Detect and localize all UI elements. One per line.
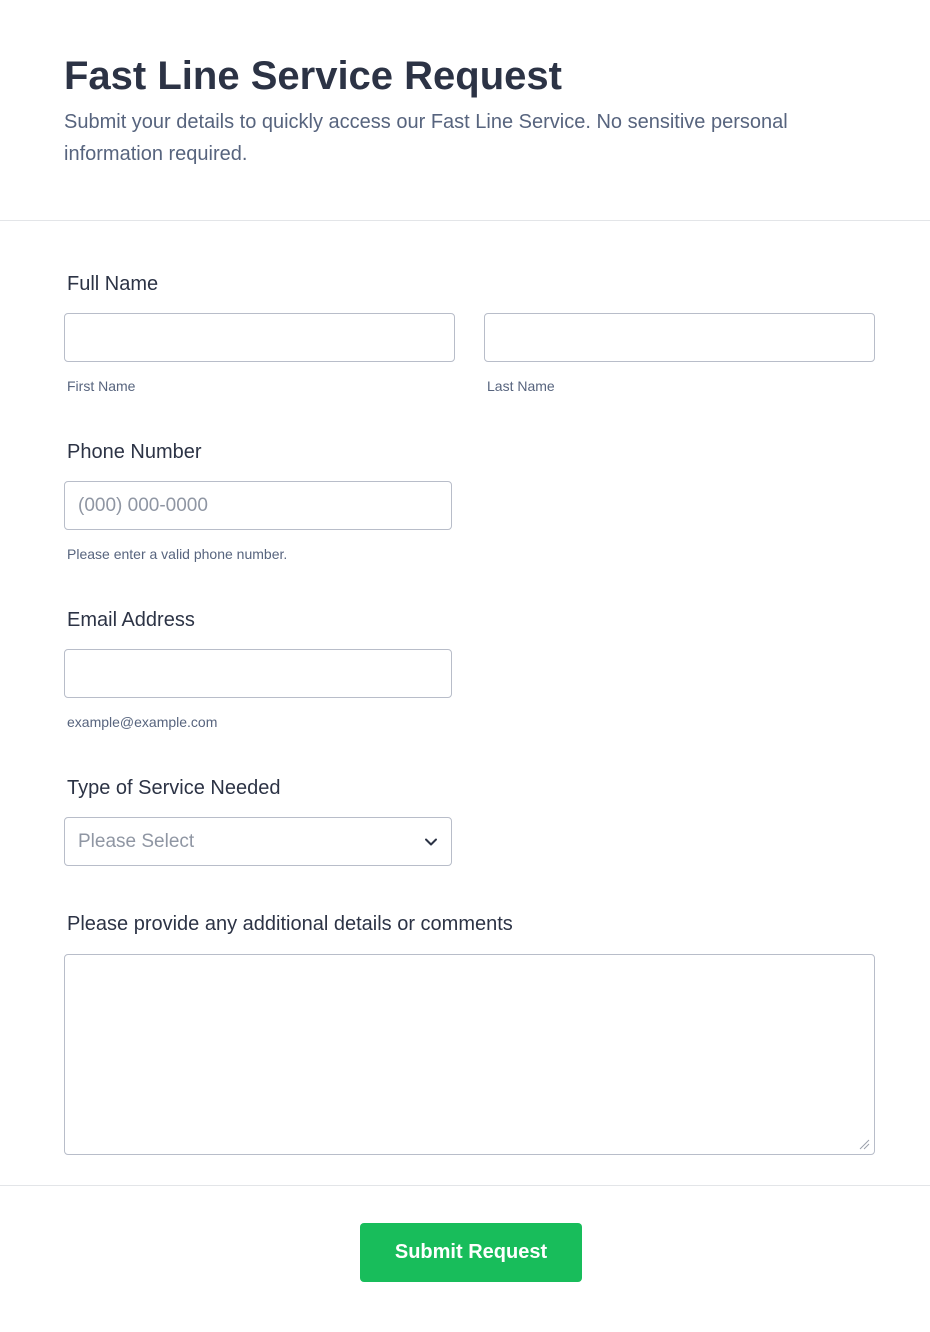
page-subtitle: Submit your details to quickly access our Fast Line Service. No sensitive personal information required. bbox=[64, 111, 788, 165]
service-type-selected: Please Select bbox=[78, 831, 195, 852]
first-name-sublabel: First Name bbox=[67, 378, 136, 394]
footer-divider bbox=[0, 1185, 930, 1186]
chevron-down-icon bbox=[424, 835, 438, 849]
resize-grip-icon[interactable] bbox=[858, 1138, 870, 1150]
page-title: Fast Line Service Request bbox=[64, 54, 562, 98]
comments-label: Please provide any additional details or comments bbox=[67, 913, 513, 935]
phone-label: Phone Number bbox=[67, 441, 202, 463]
phone-sublabel: Please enter a valid phone number. bbox=[67, 546, 288, 562]
full-name-label: Full Name bbox=[67, 273, 159, 295]
service-type-label: Type of Service Needed bbox=[67, 777, 281, 799]
comments-textarea[interactable] bbox=[64, 954, 875, 1155]
submit-request-button[interactable]: Submit Request bbox=[360, 1223, 582, 1282]
service-type-select[interactable] bbox=[64, 817, 452, 866]
email-sublabel: example@example.com bbox=[67, 714, 218, 730]
email-label: Email Address bbox=[67, 609, 195, 631]
form-header bbox=[0, 0, 930, 221]
first-name-input[interactable] bbox=[64, 313, 455, 362]
phone-input[interactable] bbox=[64, 481, 452, 530]
last-name-input[interactable] bbox=[484, 313, 875, 362]
last-name-sublabel: Last Name bbox=[487, 378, 555, 394]
email-input[interactable] bbox=[64, 649, 452, 698]
